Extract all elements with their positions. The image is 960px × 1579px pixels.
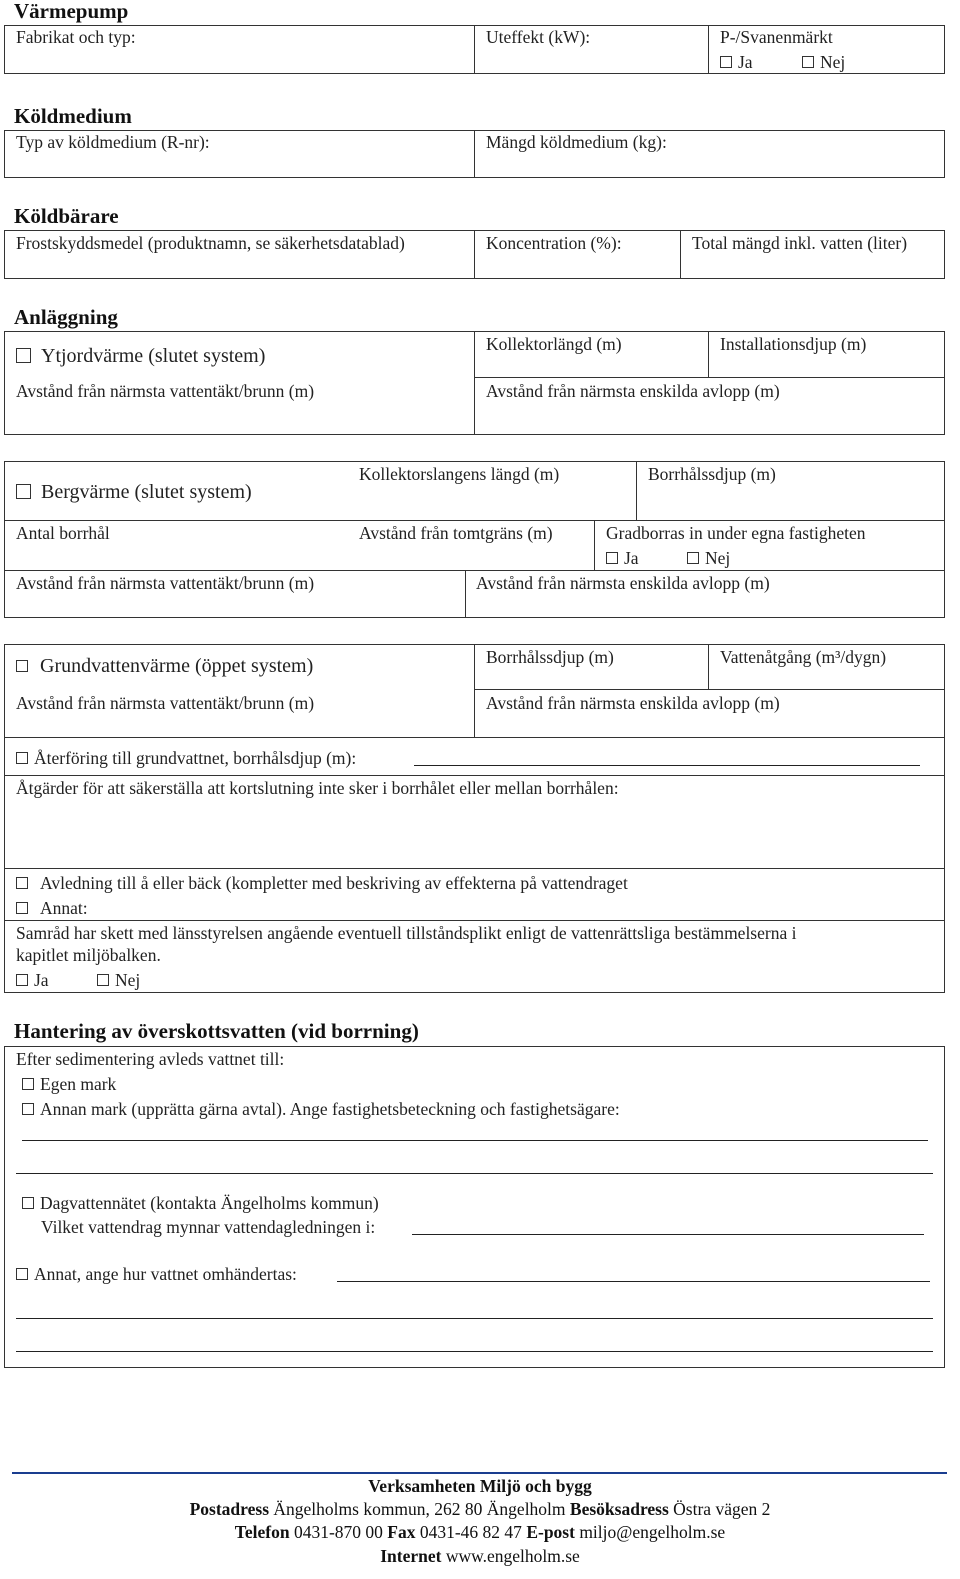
efter-sedimentering-label: Efter sedimentering avleds vattnet till: <box>16 1049 285 1069</box>
ytjord-avstand-vattentakt[interactable]: Avstånd från närmsta vattentäkt/brunn (m) <box>16 381 315 401</box>
section-heading-koldbarare: Köldbärare <box>14 204 119 228</box>
footer-internet-line <box>0 1546 960 1567</box>
divider <box>474 230 475 279</box>
checkbox-icon[interactable] <box>22 1078 34 1090</box>
koldmedium-mangd-label[interactable]: Mängd köldmedium (kg): <box>486 132 667 152</box>
divider <box>474 130 475 178</box>
option-label: Grundvattenvärme (öppet system) <box>40 655 314 677</box>
divider <box>708 25 709 74</box>
checkbox-icon[interactable] <box>687 552 699 564</box>
grund-avstand-avlopp[interactable]: Avstånd från närmsta enskilda avlopp (m) <box>486 693 780 713</box>
vattenatgang-label[interactable]: Vattenåtgång (m³/dygn) <box>720 647 887 667</box>
frostskydd-label[interactable]: Frostskyddsmedel (produktnamn, se säkerhetsdatablad) <box>16 233 405 253</box>
checkbox-icon[interactable] <box>16 877 28 889</box>
annat-omhandertas-option[interactable] <box>16 1264 297 1285</box>
checkbox-icon[interactable] <box>16 348 31 363</box>
option-label: Dagvattennätet (kontakta Ängelholms kommun) <box>40 1193 379 1213</box>
checkbox-icon[interactable] <box>606 552 618 564</box>
installationsdjup-label[interactable]: Installationsdjup (m) <box>720 334 867 354</box>
aterforing-input-line[interactable] <box>414 765 920 766</box>
checkbox-icon[interactable] <box>802 56 814 68</box>
divider <box>474 689 945 690</box>
fabrikat-field-label[interactable]: Fabrikat och typ: <box>16 27 136 47</box>
annat-input-line-2[interactable] <box>16 1318 933 1319</box>
vilket-vattendrag-label: Vilket vattendrag mynnar vattendagledningen i: <box>41 1217 376 1237</box>
fax-value: 0431-46 82 47 <box>419 1522 522 1542</box>
section-heading-koldmedium: Köldmedium <box>14 104 132 128</box>
internet-label: Internet <box>380 1546 442 1566</box>
divider <box>4 775 945 776</box>
divider <box>636 461 637 521</box>
berg-avstand-avlopp[interactable]: Avstånd från närmsta enskilda avlopp (m) <box>476 573 770 593</box>
besoksadress-value: Östra vägen 2 <box>673 1499 771 1519</box>
checkbox-icon[interactable] <box>16 660 28 672</box>
internet-link[interactable]: www.engelholm.se <box>445 1546 580 1566</box>
telefon-value: 0431-870 00 <box>293 1522 383 1542</box>
grundvatten-option[interactable] <box>16 655 313 678</box>
section-heading-anlaggning: Anläggning <box>14 305 118 329</box>
berg-avstand-vattentakt[interactable]: Avstånd från närmsta vattentäkt/brunn (m) <box>16 573 315 593</box>
option-label: Nej <box>820 52 846 72</box>
option-label: Nej <box>705 548 731 568</box>
borrhalsdjup-label[interactable]: Borrhålssdjup (m) <box>648 464 776 484</box>
postadress-label: Postadress <box>189 1499 270 1519</box>
antal-borrhal-label[interactable]: Antal borrhål <box>16 523 110 543</box>
checkbox-icon[interactable] <box>22 1197 34 1209</box>
option-label: Ja <box>34 970 49 990</box>
checkbox-icon[interactable] <box>16 752 28 764</box>
annan-mark-option[interactable] <box>22 1099 620 1120</box>
divider <box>4 570 945 571</box>
footer-rule <box>12 1472 947 1474</box>
option-label: Annan mark (upprätta gärna avtal). Ange fastighetsbeteckning och fastighetsägare: <box>40 1099 620 1119</box>
samrad-text-line-1: Samråd har skett med länsstyrelsen angående eventuell tillståndsplikt enligt de vattenrättsliga bestämmelserna i <box>16 923 797 943</box>
checkbox-icon[interactable] <box>16 902 28 914</box>
uteffekt-field-label[interactable]: Uteffekt (kW): <box>486 27 591 47</box>
svanen-label: P-/Svanenmärkt <box>720 27 833 47</box>
svanen-ja-option[interactable] <box>720 52 753 73</box>
annat-option[interactable] <box>16 898 88 919</box>
koldmedium-typ-label[interactable]: Typ av köldmedium (R-nr): <box>16 132 210 152</box>
bergvarme-option[interactable] <box>16 481 252 504</box>
epost-label: E-post <box>526 1522 575 1542</box>
egen-mark-option[interactable] <box>22 1074 116 1095</box>
tomtgrans-label[interactable]: Avstånd från tomtgräns (m) <box>359 523 553 543</box>
ytjord-avstand-avlopp[interactable]: Avstånd från närmsta enskilda avlopp (m) <box>486 381 780 401</box>
option-label: Egen mark <box>40 1074 117 1094</box>
checkbox-icon[interactable] <box>97 974 109 986</box>
annat-input-line-3[interactable] <box>16 1351 933 1352</box>
checkbox-icon[interactable] <box>720 56 732 68</box>
grund-avstand-vattentakt[interactable]: Avstånd från närmsta vattentäkt/brunn (m) <box>16 693 315 713</box>
checkbox-icon[interactable] <box>22 1103 34 1115</box>
total-mangd-label[interactable]: Total mängd inkl. vatten (liter) <box>692 233 908 253</box>
option-label: Bergvärme (slutet system) <box>41 481 252 503</box>
divider <box>474 377 945 378</box>
samrad-nej-option[interactable] <box>97 970 140 991</box>
checkbox-icon[interactable] <box>16 974 28 986</box>
option-label: Nej <box>115 970 141 990</box>
checkbox-icon[interactable] <box>16 1268 28 1280</box>
footer-address-line <box>0 1499 960 1520</box>
section-heading-hantering: Hantering av överskottsvatten (vid borrning) <box>14 1019 419 1043</box>
divider <box>465 570 466 618</box>
ytjord-option[interactable] <box>16 345 265 368</box>
section-heading-varmepump: Värmepump <box>14 0 129 23</box>
option-label: Ja <box>738 52 753 72</box>
dagvatten-option[interactable] <box>22 1193 379 1214</box>
divider <box>680 230 681 279</box>
option-label: Ja <box>624 548 639 568</box>
divider <box>594 520 595 571</box>
samrad-ja-option[interactable] <box>16 970 49 991</box>
annat-input-line-1[interactable] <box>337 1281 930 1282</box>
annan-mark-input-line-2[interactable] <box>16 1173 933 1174</box>
divider <box>708 644 709 690</box>
footer-org: Verksamheten Miljö och bygg <box>368 1476 592 1496</box>
gradborras-label: Gradborras in under egna fastigheten <box>606 523 866 543</box>
svanen-nej-option[interactable] <box>802 52 845 73</box>
vilket-vattendrag-input-line[interactable] <box>412 1234 924 1235</box>
atgarder-label[interactable]: Åtgärder för att säkerställa att kortslutning inte sker i borrhålet eller mellan borrhålen: <box>16 778 619 798</box>
divider <box>708 331 709 378</box>
option-label: Avledning till å eller bäck (kompletter med beskriving av effekterna på vattendraget <box>40 873 628 893</box>
gradborras-ja-option[interactable] <box>606 548 639 569</box>
annan-mark-input-line-1[interactable] <box>22 1140 928 1141</box>
divider <box>474 331 475 435</box>
gradborras-nej-option[interactable] <box>687 548 730 569</box>
telefon-label: Telefon <box>234 1522 290 1542</box>
checkbox-icon[interactable] <box>16 484 31 499</box>
divider <box>474 644 475 738</box>
option-label: Annat, ange hur vattnet omhändertas: <box>34 1264 297 1284</box>
koncentration-label[interactable]: Koncentration (%): <box>486 233 622 253</box>
option-label: Återföring till grundvattnet, borrhålsdjup (m): <box>34 748 357 768</box>
option-label: Annat: <box>40 898 88 918</box>
divider <box>4 520 945 521</box>
aterforing-option[interactable] <box>16 748 356 769</box>
epost-link[interactable]: miljo@engelholm.se <box>579 1522 726 1542</box>
divider <box>4 868 945 869</box>
besoksadress-label: Besöksadress <box>569 1499 669 1519</box>
avledning-option[interactable] <box>16 873 628 894</box>
samrad-text-line-2: kapitlet miljöbalken. <box>16 945 161 965</box>
footer-contact-line <box>0 1522 960 1543</box>
fax-label: Fax <box>387 1522 416 1542</box>
postadress-value: Ängelholms kommun, 262 80 Ängelholm <box>273 1499 566 1519</box>
divider <box>474 25 475 74</box>
kollektorlangd-label[interactable]: Kollektorlängd (m) <box>486 334 622 354</box>
kollektorslang-label[interactable]: Kollektorslangens längd (m) <box>359 464 560 484</box>
divider <box>4 920 945 921</box>
grund-borrhalsdjup-label[interactable]: Borrhålssdjup (m) <box>486 647 614 667</box>
option-label: Ytjordvärme (slutet system) <box>41 345 266 367</box>
